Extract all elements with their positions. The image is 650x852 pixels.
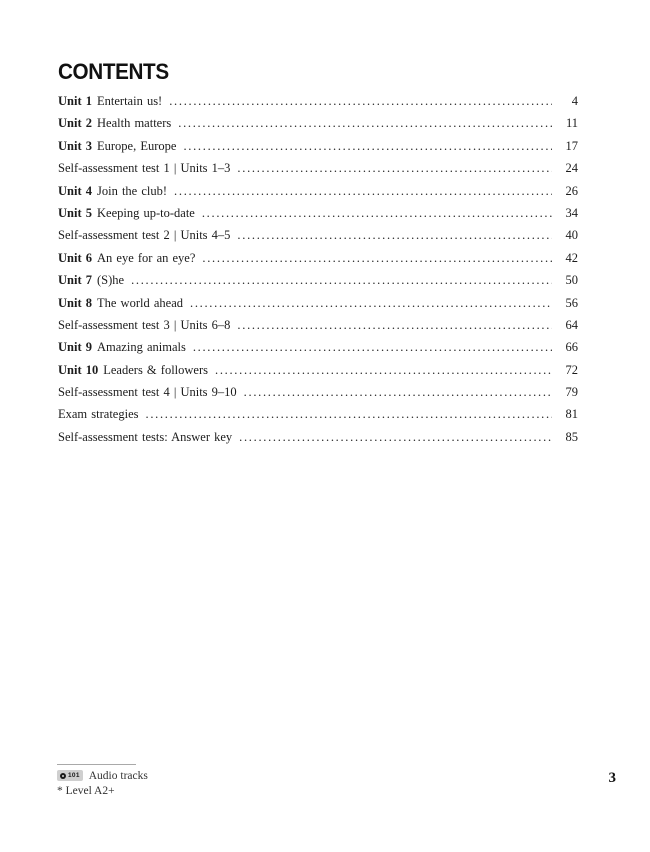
toc-entry [58, 336, 578, 358]
toc-entry-page-number: 34 [565, 205, 578, 220]
toc-entry-title: Self-assessment test 2 | Units 4–5 [58, 228, 231, 243]
toc-entry [58, 426, 578, 448]
dot-leader [239, 426, 552, 448]
toc-entry-title: Health matters [97, 116, 172, 131]
dot-leader [193, 336, 552, 358]
toc-entry-title: Self-assessment test 4 | Units 9–10 [58, 385, 237, 400]
toc-entry-prefix: Unit 10 [58, 362, 99, 377]
dot-leader [146, 403, 553, 425]
toc-entry-prefix: Unit 7 [58, 273, 92, 288]
audio-track-badge [57, 770, 83, 781]
dot-leader [237, 224, 552, 246]
toc-entry-prefix: Unit 8 [58, 295, 92, 310]
toc-entry [58, 359, 578, 381]
toc-entry-title: Exam strategies [58, 407, 139, 422]
toc-entry [58, 292, 578, 314]
audio-tracks-legend [57, 769, 148, 782]
dot-leader [169, 90, 552, 112]
toc-entry-page-number: 17 [565, 138, 578, 153]
toc-entry-prefix: Unit 9 [58, 340, 92, 355]
dot-leader [237, 314, 552, 336]
toc-entry-page-number: 26 [565, 183, 578, 198]
toc-entry-title: An eye for an eye? [97, 250, 196, 265]
toc-entry-title: The world ahead [97, 295, 183, 310]
toc-entry [58, 247, 578, 269]
toc-entry-page-number: 66 [565, 340, 578, 355]
toc-entry-title: Entertain us! [97, 94, 163, 108]
toc-entry-prefix: Unit 6 [58, 250, 92, 265]
toc-entry-page-number: 64 [565, 317, 578, 332]
toc-entry-page-number: 40 [565, 228, 578, 243]
toc-entry-prefix: Unit 1 [58, 94, 92, 108]
toc-entry [58, 112, 578, 134]
dot-leader [215, 359, 552, 381]
toc-entry-page-number: 4 [571, 94, 578, 108]
toc-entry-page-number: 24 [565, 161, 578, 176]
audio-badge-number: 101 [68, 772, 80, 779]
toc-entry [58, 180, 578, 202]
page-title: CONTENTS [58, 59, 169, 84]
dot-leader [202, 202, 552, 224]
footer-legend [57, 764, 148, 797]
dot-leader [244, 381, 552, 403]
toc-entry-page-number: 79 [565, 385, 578, 400]
toc-entry-page-number: 81 [565, 407, 578, 422]
dot-leader [178, 112, 552, 134]
toc-entry [58, 157, 578, 179]
dot-leader [237, 157, 552, 179]
dot-leader [131, 269, 552, 291]
toc-entry-page-number: 56 [565, 295, 578, 310]
toc-entry-title: Self-assessment test 1 | Units 1–3 [58, 161, 231, 176]
toc-entry [58, 135, 578, 157]
toc-entry [58, 381, 578, 403]
page-number: 3 [608, 770, 616, 786]
toc-entry-title: Self-assessment tests: Answer key [58, 429, 233, 444]
dot-leader [190, 292, 552, 314]
toc-entry-title: Europe, Europe [97, 138, 177, 153]
audio-disc-icon [60, 773, 66, 779]
toc-entry [58, 90, 578, 112]
toc-entry [58, 403, 578, 425]
dot-leader [202, 247, 552, 269]
toc-entry-page-number: 11 [565, 116, 578, 131]
page-content [58, 0, 578, 448]
toc-entry-prefix: Unit 4 [58, 183, 92, 198]
toc-entry-title: Keeping up-to-date [97, 205, 195, 220]
toc-entry-page-number: 85 [565, 429, 578, 444]
toc-entry [58, 269, 578, 291]
footer-divider [57, 764, 136, 765]
dot-leader [174, 180, 552, 202]
toc-entry [58, 224, 578, 246]
toc-entry-title: Self-assessment test 3 | Units 6–8 [58, 317, 231, 332]
toc-entry-prefix: Unit 2 [58, 116, 92, 131]
toc-entry [58, 202, 578, 224]
toc-entry-page-number: 72 [565, 362, 578, 377]
dot-leader [183, 135, 552, 157]
toc-entry-prefix: Unit 3 [58, 138, 92, 153]
toc-entry-prefix: Unit 5 [58, 205, 92, 220]
toc-entry-page-number: 42 [565, 250, 578, 265]
toc-entry [58, 314, 578, 336]
toc-entry-title: Leaders & followers [103, 362, 208, 377]
audio-tracks-label: Audio tracks [88, 769, 148, 782]
toc-entry-title: Join the club! [97, 183, 168, 198]
toc-entry-title: (S)he [97, 273, 125, 288]
toc-entry-title: Amazing animals [97, 340, 186, 355]
toc-entry-page-number: 50 [565, 273, 578, 288]
level-note: * Level A2+ [57, 785, 115, 797]
toc-list [58, 90, 578, 448]
